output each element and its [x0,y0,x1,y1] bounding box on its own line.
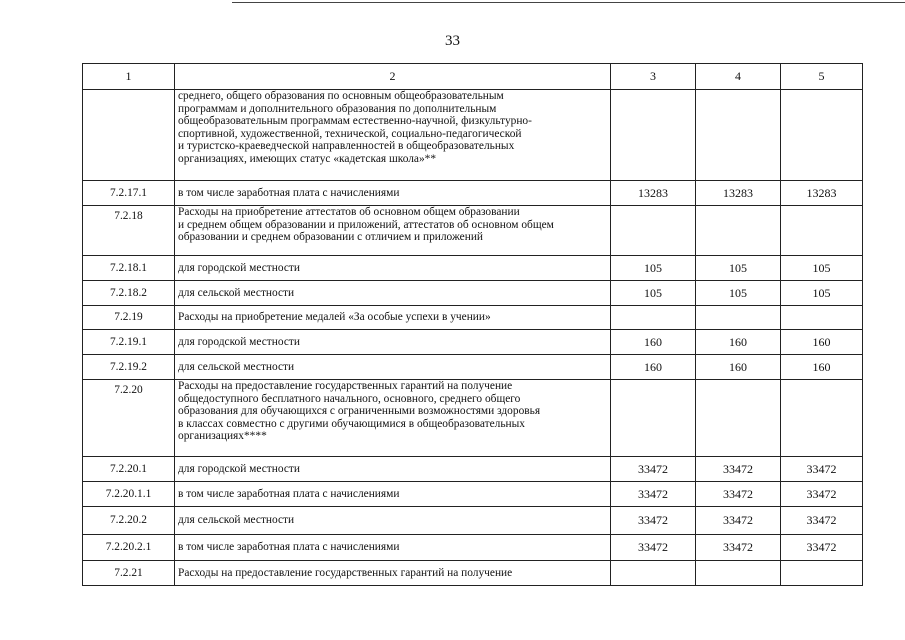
row-description: в том числе заработная плата с начислениями [175,181,611,206]
row-code: 7.2.19.2 [83,355,175,380]
row-value-col5 [781,90,863,181]
table-row [83,206,863,256]
row-code: 7.2.20.2 [83,507,175,535]
row-value-col4: 105 [696,281,781,306]
table-row [83,482,863,507]
row-value-col4: 105 [696,256,781,281]
row-description: для сельской местности [175,281,611,306]
row-value-col3: 160 [611,355,696,380]
row-value-col5: 160 [781,330,863,355]
row-value-col3 [611,561,696,586]
table-row [83,380,863,457]
row-code: 7.2.18.2 [83,281,175,306]
row-value-col4 [696,306,781,330]
row-value-col4: 13283 [696,181,781,206]
table-row [83,181,863,206]
header-cell-1: 1 [83,64,175,90]
row-description: для городской местности [175,256,611,281]
row-value-col3 [611,380,696,457]
budget-table [82,63,863,586]
table-row [83,355,863,380]
row-value-col3: 33472 [611,482,696,507]
header-cell-2: 2 [175,64,611,90]
row-value-col4: 33472 [696,507,781,535]
row-code: 7.2.19.1 [83,330,175,355]
row-value-col3: 160 [611,330,696,355]
row-value-col3: 105 [611,281,696,306]
row-value-col3: 33472 [611,507,696,535]
row-value-col3: 33472 [611,535,696,561]
row-code: 7.2.17.1 [83,181,175,206]
row-value-col4 [696,206,781,256]
row-description: в том числе заработная плата с начислениями [175,482,611,507]
row-value-col5 [781,380,863,457]
row-value-col3: 33472 [611,457,696,482]
row-code: 7.2.19 [83,306,175,330]
row-value-col5 [781,561,863,586]
table-row [83,90,863,181]
row-value-col4 [696,90,781,181]
row-value-col5: 160 [781,355,863,380]
header-cell-5: 5 [781,64,863,90]
row-value-col4: 33472 [696,457,781,482]
page-number: 33 [445,33,460,49]
row-description: для городской местности [175,457,611,482]
row-value-col4: 33472 [696,535,781,561]
row-description: для сельской местности [175,355,611,380]
row-description: Расходы на приобретение медалей «За особые успехи в учении» [175,306,611,330]
row-value-col4 [696,380,781,457]
row-value-col5 [781,206,863,256]
header-cell-4: 4 [696,64,781,90]
row-code: 7.2.20.2.1 [83,535,175,561]
row-value-col3: 13283 [611,181,696,206]
row-value-col3 [611,206,696,256]
row-value-col4: 160 [696,330,781,355]
row-value-col4: 33472 [696,482,781,507]
row-code: 7.2.21 [83,561,175,586]
row-code: 7.2.20 [83,380,175,457]
row-value-col3: 105 [611,256,696,281]
row-description: в том числе заработная плата с начислениями [175,535,611,561]
table-row [83,306,863,330]
row-value-col3 [611,90,696,181]
row-code: 7.2.18.1 [83,256,175,281]
row-value-col5: 13283 [781,181,863,206]
table-header-row [83,64,863,90]
row-code: 7.2.20.1 [83,457,175,482]
row-description: среднего, общего образования по основным общеобразовательным программам и дополнительного образования по дополнительным общеобразовательным программам естественно-научной, физкультурно- спортивной, художественной, технической, социально-педагогической и туристско-краеведческой направленностей в общеобразовательных организациях, имеющих статус «кадетская школа»** [178,90,532,165]
row-value-col5: 33472 [781,535,863,561]
table-row [83,330,863,355]
row-value-col4: 160 [696,355,781,380]
row-value-col5 [781,306,863,330]
row-description: Расходы на предоставление государственных гарантий на получение общедоступного бесплатного начального, основного, среднего общего образования для обучающихся с ограниченными возможностями здоровья в классах совместно с другими обучающимися в общеобразовательных организациях**** [178,380,541,443]
top-rule [232,2,905,3]
table-row [83,561,863,586]
row-value-col5: 33472 [781,507,863,535]
row-description: для городской местности [175,330,611,355]
row-code: 7.2.18 [83,206,175,256]
row-value-col5: 33472 [781,482,863,507]
table-row [83,507,863,535]
table-row [83,256,863,281]
table-row [83,535,863,561]
row-value-col5: 105 [781,281,863,306]
header-cell-3: 3 [611,64,696,90]
table-row [83,457,863,482]
row-value-col5: 105 [781,256,863,281]
row-value-col3 [611,306,696,330]
row-description: для сельской местности [175,507,611,535]
table-row [83,281,863,306]
row-value-col4 [696,561,781,586]
row-description: Расходы на предоставление государственных гарантий на получение [175,561,611,586]
row-code [83,90,175,181]
row-code: 7.2.20.1.1 [83,482,175,507]
row-description: Расходы на приобретение аттестатов об основном общем образовании и среднем общем образовании и приложений, аттестатов об основном общем образовании и среднем образовании с отличием и приложений [178,206,554,244]
row-value-col5: 33472 [781,457,863,482]
